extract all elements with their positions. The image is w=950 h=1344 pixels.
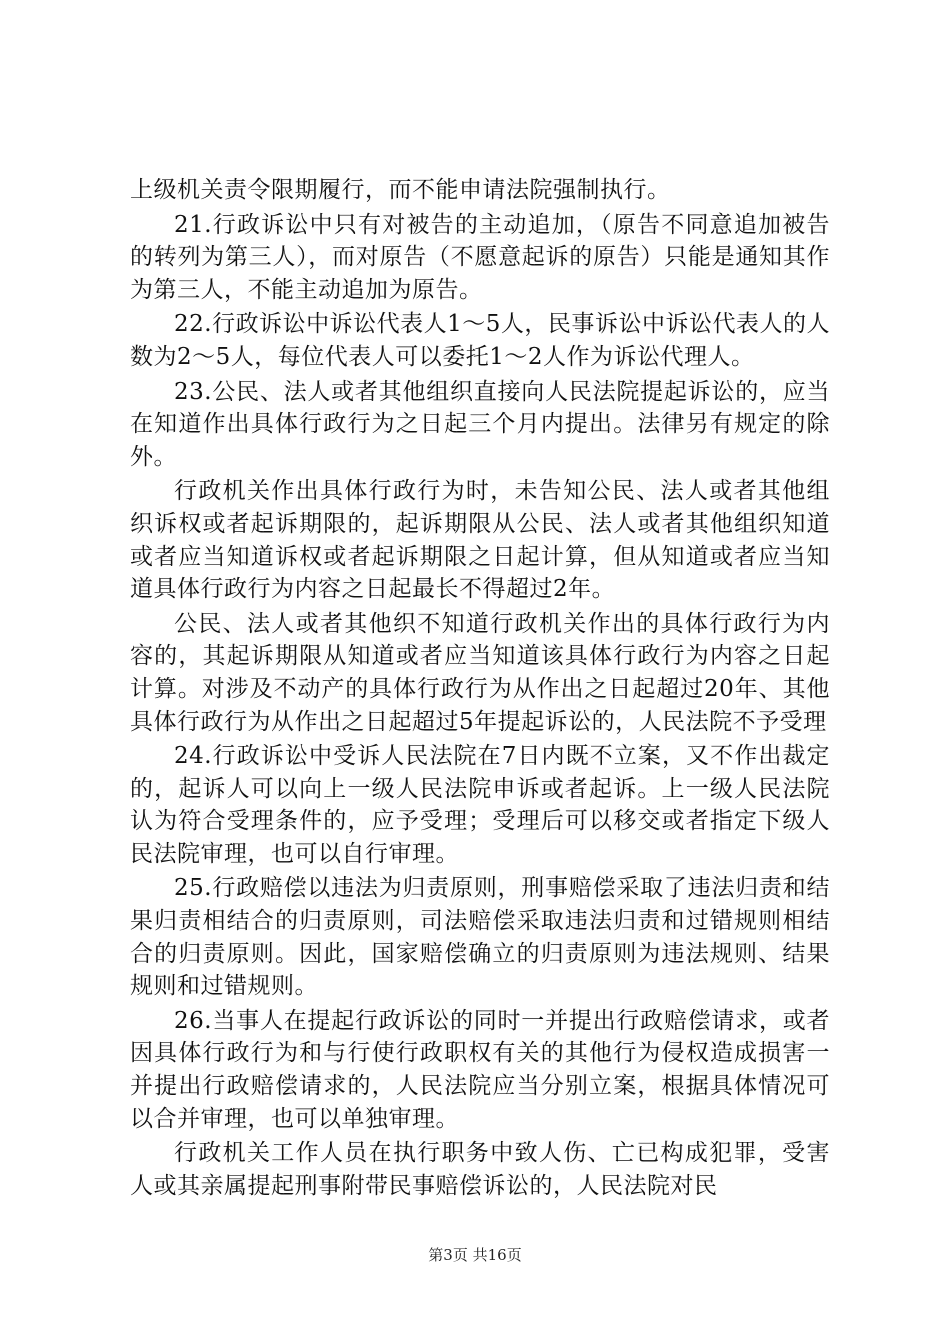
paragraph-7: 24.行政诉讼中受诉人民法院在7日内既不立案，又不作出裁定的，起诉人可以向上一级人民法院申诉或者起诉。上一级人民法院认为符合受理条件的，应予受理；受理后可以移交或者指定下级人民法院审理，也可以自行审理。 — [130, 743, 830, 867]
paragraph-1: 上级机关责令限期履行，而不能申请法院强制执行。 — [130, 177, 671, 203]
paragraph-9: 26.当事人在提起行政诉讼的同时一并提出行政赔偿请求，或者因具体行政行为和与行使行政职权有关的其他行为侵权造成损害一并提出行政赔偿请求的，人民法院应当分别立案，根据具体情况可以合并审理，也可以单独审理。 — [130, 1007, 830, 1132]
paragraph-10: 行政机关工作人员在执行职务中致人伤、亡已构成犯罪，受害人或其亲属提起刑事附带民事赔偿诉讼的，人民法院对民 — [130, 1140, 830, 1199]
paragraph-5: 行政机关作出具体行政行为时，未告知公民、法人或者其他组织诉权或者起诉期限的，起诉期限从公民、法人或者其他组织知道或者应当知道诉权或者起诉期限之日起计算，但从知道或者应当知道具体行政行为内容之日起最长不得超过2年。 — [130, 478, 830, 603]
paragraph-8: 25.行政赔偿以违法为归责原则，刑事赔偿采取了违法归责和结果归责相结合的归责原则，司法赔偿采取违法归责和过错规则相结合的归责原则。因此，国家赔偿确立的归责原则为违法规则、结果规则和过错规则。 — [130, 875, 830, 1000]
paragraph-3: 22.行政诉讼中诉讼代表人1～5人，民事诉讼中诉讼代表人的人数为2～5人，每位代表人可以委托1～2人作为诉讼代理人。 — [130, 311, 830, 370]
paragraph-2: 21.行政诉讼中只有对被告的主动追加，（原告不同意追加被告的转列为第三人），而对原告（不愿意起诉的原告）只能是通知其作为第三人，不能主动追加为原告。 — [130, 211, 830, 303]
paragraph-4: 23.公民、法人或者其他组织直接向人民法院提起诉讼的，应当在知道作出具体行政行为之日起三个月内提出。法律另有规定的除外。 — [130, 378, 830, 470]
document-body — [130, 174, 830, 1204]
paragraph-6: 公民、法人或者其他织不知道行政机关作出的具体行政行为内容的，其起诉期限从知道或者应当知道该具体行政行为内容之日起计算。对涉及不动产的具体行政行为从作出之日起超过20年、其他具体行政行为从作出之日起超过5年提起诉讼的，人民法院不予受理 — [130, 610, 830, 735]
page-number-footer: 第3页 共16页 — [428, 1246, 522, 1264]
